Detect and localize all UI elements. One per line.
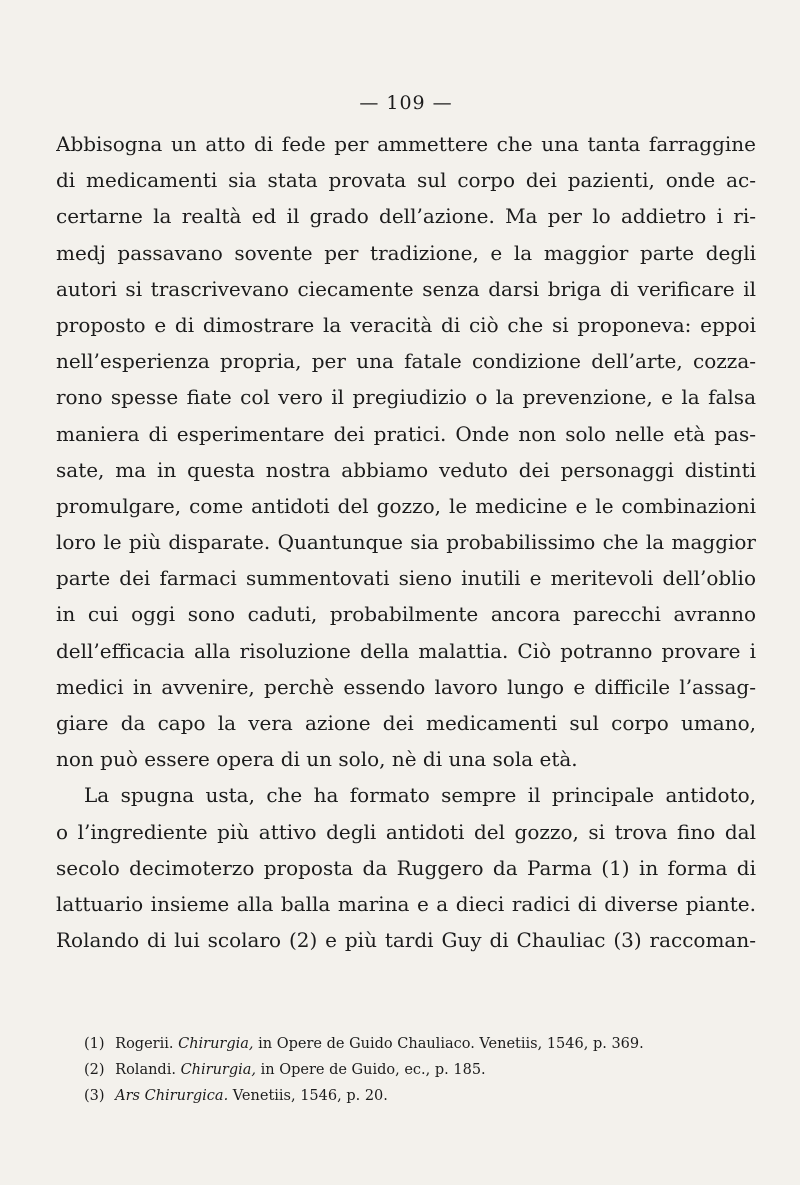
text-line: medj passavano sovente per tradizione, e la maggior parte degli xyxy=(56,240,756,265)
text-line: nell’esperienza propria, per una fatale condizione dell’arte, cozza- xyxy=(56,349,756,374)
footnote-reference: Venetiis, 1546, p. 20. xyxy=(232,1088,388,1104)
footnote-number: (2) xyxy=(84,1062,105,1078)
text-line: La spugna usta, che ha formato sempre il principale antidoto, xyxy=(84,783,756,808)
text-line: dell’efficacia alla risoluzione della malattia. Ciò potranno provare i xyxy=(56,638,756,663)
footnote-number: (1) xyxy=(84,1036,105,1052)
text-line: proposto e di dimostrare la veracità di ciò che si proponeva: eppoi xyxy=(56,312,756,337)
text-line: autori si trascrivevano ciecamente senza darsi briga di verificare il xyxy=(56,276,756,301)
footnote-title: Chirurgia, xyxy=(178,1036,254,1052)
text-line: certarne la realtà ed il grado dell’azione. Ma per lo addietro i ri- xyxy=(56,204,756,229)
footnote xyxy=(84,1031,756,1057)
text-line: rono spesse fiate col vero il pregiudizio o la prevenzione, e la falsa xyxy=(56,385,756,410)
footnote xyxy=(84,1057,756,1083)
text-line: maniera di esperimentare dei pratici. Onde non solo nelle età pas- xyxy=(56,421,756,446)
text-line: parte dei farmaci summentovati sieno inutili e meritevoli dell’oblio xyxy=(56,566,756,591)
text-line: o l’ingrediente più attivo degli antidoti del gozzo, si trova fino dal xyxy=(56,819,756,844)
footnote-author: Rogerii. xyxy=(115,1036,174,1052)
footnote-author: Rolandi. xyxy=(115,1062,176,1078)
footnote-title: Chirurgia, xyxy=(180,1062,257,1078)
footnote xyxy=(84,1083,756,1109)
footnote-number: (3) xyxy=(84,1088,105,1104)
text-line: di medicamenti sia stata provata sul corpo dei pazienti, onde ac- xyxy=(56,168,756,193)
page-number: — 109 — xyxy=(359,92,453,114)
footnote-title: Ars Chirurgica. xyxy=(115,1088,229,1104)
text-line: non può essere opera di un solo, nè di una sola età. xyxy=(56,747,578,772)
footnote-reference: in Opere de Guido Chauliaco. Venetiis, 1546, p. 369. xyxy=(258,1036,644,1052)
text-line: in cui oggi sono caduti, probabilmente ancora parecchi avranno xyxy=(56,602,756,627)
text-line: secolo decimoterzo proposta da Ruggero da Parma (1) in forma di xyxy=(56,855,756,880)
text-line: Rolando di lui scolaro (2) e più tardi Guy di Chauliac (3) raccoman- xyxy=(56,928,756,953)
book-page xyxy=(56,0,756,1185)
text-line: giare da capo la vera azione dei medicamenti sul corpo umano, xyxy=(56,711,756,735)
footnote-reference: in Opere de Guido, ec., p. 185. xyxy=(260,1062,486,1078)
footnotes xyxy=(84,1031,756,1109)
text-line: lattuario insieme alla balla marina e a dieci radici di diverse piante. xyxy=(56,891,756,916)
text-line: promulgare, come antidoti del gozzo, le medicine e le combinazioni xyxy=(56,493,756,518)
text-line: sate, ma in questa nostra abbiamo veduto dei personaggi distinti xyxy=(56,457,756,482)
text-line: loro le più disparate. Quantunque sia probabilissimo che la maggior xyxy=(56,530,756,555)
text-line: medici in avvenire, perchè essendo lavoro lungo e difficile l’assag- xyxy=(56,674,756,699)
text-line: Abbisogna un atto di fede per ammettere che una tanta farraggine xyxy=(56,132,756,156)
body-text xyxy=(56,126,756,958)
